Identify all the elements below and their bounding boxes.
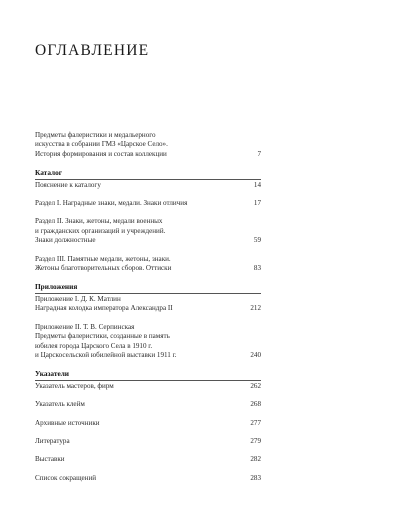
- toc-page-number: 7: [257, 149, 261, 158]
- toc-entry-text: [35, 131, 261, 159]
- toc-entry-line: и Царскосельской юбилейной выставки 1911 г.: [35, 350, 177, 359]
- toc-entry-text: [35, 437, 261, 446]
- toc-page-number: 240: [250, 350, 261, 359]
- toc-entry[interactable]: [35, 295, 261, 314]
- toc-entry-line: Список сокращений: [35, 473, 97, 482]
- section-heading-indexes: Указатели: [35, 369, 70, 379]
- toc-entry-line: Раздел II. Знаки, жетоны, медали военных: [35, 217, 163, 226]
- toc-entry-intro[interactable]: [35, 131, 261, 159]
- section-divider: [35, 293, 261, 294]
- toc-page-number: 279: [250, 436, 261, 445]
- toc-entry-text: [35, 419, 261, 428]
- toc-entry-line: Пояснение к каталогу: [35, 180, 101, 189]
- toc-entry-line: Наградная колодка императора Александра II: [35, 304, 173, 313]
- toc-entry[interactable]: [35, 382, 261, 391]
- toc-entry-line: Архивные источники: [35, 418, 100, 427]
- toc-entry-text: [35, 474, 261, 483]
- section-heading-catalog: Каталог: [35, 168, 63, 178]
- toc-entry-line: юбилея города Царского Села в 1910 г.: [35, 341, 153, 350]
- toc-entry-line: Жетоны благотворительных сборов. Оттиски: [35, 264, 172, 273]
- toc-entry[interactable]: [35, 323, 261, 361]
- toc-entry[interactable]: [35, 181, 261, 190]
- toc-entry-line: и гражданских организаций и учреждений.: [35, 226, 166, 235]
- toc-entry-text: [35, 255, 261, 274]
- toc-entry-line: Раздел III. Памятные медали, жетоны, знаки.: [35, 254, 171, 263]
- toc-page-number: 277: [250, 418, 261, 427]
- toc-entry-line: Знаки должностные: [35, 236, 96, 245]
- toc-entry-line: Литература: [35, 436, 70, 445]
- toc-entry-line: Приложение II. Т. В. Серпинская: [35, 322, 135, 331]
- toc-entry-line: Раздел I. Наградные знаки, медали. Знаки отличия: [35, 199, 188, 208]
- section-divider: [35, 179, 261, 180]
- toc-page-number: 282: [250, 455, 261, 464]
- toc-page-number: 283: [250, 473, 261, 482]
- toc-entry-line: искусства в собрании ГМЗ «Царское Село».: [35, 140, 168, 149]
- toc-entry[interactable]: [35, 437, 261, 446]
- toc-entry-line: Указатель мастеров, фирм: [35, 381, 114, 390]
- section-heading-appendices: Приложения: [35, 282, 78, 292]
- toc-entry-line: Приложение I. Д. К. Матлин: [35, 294, 121, 303]
- toc-entry-text: [35, 382, 261, 391]
- toc-entry[interactable]: [35, 474, 261, 483]
- toc-entry-line: Предметы фалеристики и медальерного: [35, 131, 156, 139]
- toc-entry[interactable]: [35, 419, 261, 428]
- toc-entry-text: [35, 217, 261, 245]
- toc-entry[interactable]: [35, 400, 261, 409]
- toc-entry[interactable]: [35, 255, 261, 274]
- toc-entry-line: Выставки: [35, 455, 65, 464]
- toc-entry-text: [35, 199, 261, 208]
- toc-page-number: 262: [250, 381, 261, 390]
- toc-entry[interactable]: [35, 217, 261, 245]
- section-divider: [35, 380, 261, 381]
- toc-page-number: 17: [253, 199, 261, 208]
- toc-page-number: 59: [253, 236, 261, 245]
- toc-page-number: 212: [250, 304, 261, 313]
- toc-entry-text: [35, 400, 261, 409]
- toc-page-number: 14: [253, 180, 261, 189]
- toc-page-number: 83: [253, 264, 261, 273]
- toc-entry-line: Указатель клейм: [35, 400, 85, 409]
- toc-entry[interactable]: [35, 199, 261, 208]
- toc-entry-text: [35, 181, 261, 190]
- toc-entry-line: Предметы фалеристики, созданные в память: [35, 332, 170, 341]
- table-of-contents: [35, 131, 261, 492]
- toc-page-number: 268: [250, 400, 261, 409]
- toc-entry-text: [35, 295, 261, 314]
- toc-entry-line: История формирования и состав коллекции: [35, 149, 167, 158]
- toc-entry-text: [35, 323, 261, 361]
- toc-entry[interactable]: [35, 455, 261, 464]
- page-title: ОГЛАВЛЕНИЕ: [35, 42, 150, 59]
- toc-entry-text: [35, 455, 261, 464]
